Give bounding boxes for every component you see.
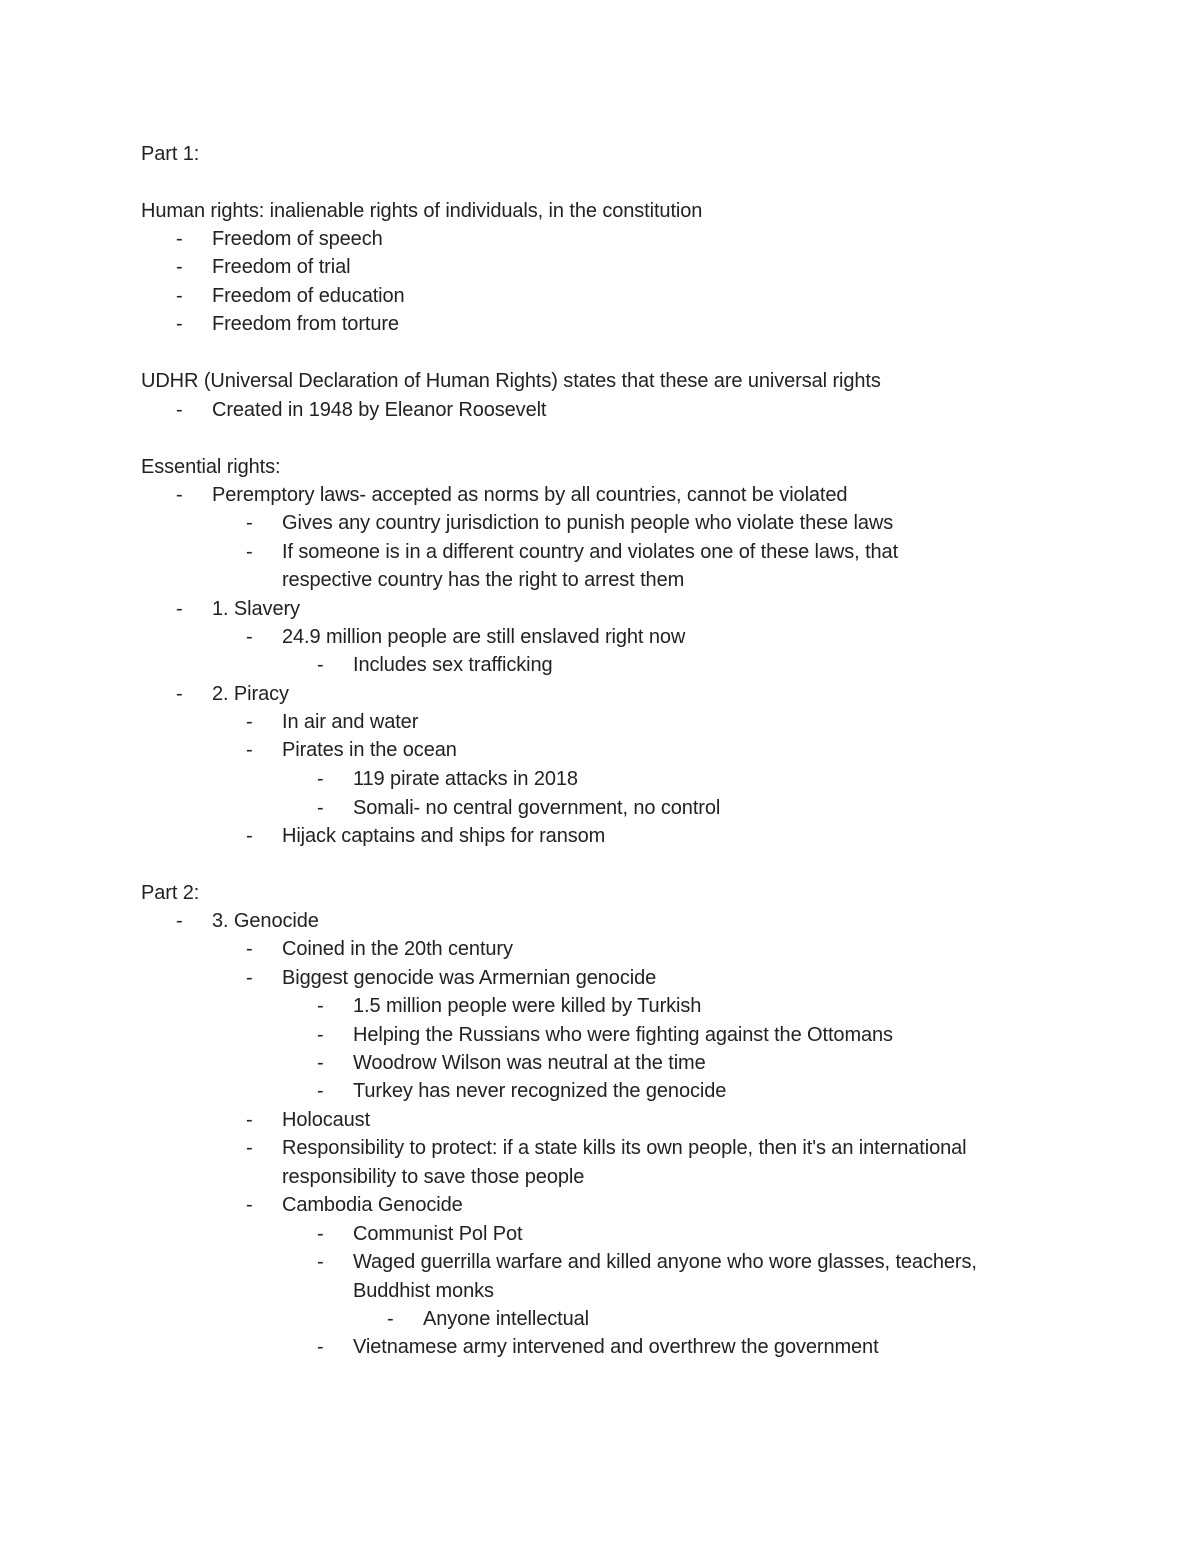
line-text: Freedom from torture	[212, 313, 399, 335]
bullet-dash: -	[317, 654, 324, 676]
line-text: responsibility to save those people	[282, 1166, 585, 1188]
list-item	[0, 1077, 1200, 1105]
list-item	[0, 1220, 1200, 1248]
list-item	[0, 225, 1200, 253]
bullet-dash: -	[246, 541, 253, 563]
list-item	[0, 680, 1200, 708]
bullet-dash: -	[176, 910, 183, 932]
line-text: Part 1:	[141, 143, 200, 165]
line-text: 24.9 million people are still enslaved right now	[282, 626, 686, 648]
bullet-dash: -	[317, 797, 324, 819]
line-text: If someone is in a different country and violates one of these laws, that	[282, 541, 899, 563]
bullet-dash: -	[246, 1109, 253, 1131]
list-item	[0, 1191, 1200, 1219]
bullet-dash: -	[246, 1137, 253, 1159]
list-item	[0, 907, 1200, 935]
bullet-dash: -	[317, 1024, 324, 1046]
list-item	[0, 253, 1200, 281]
bullet-dash: -	[246, 739, 253, 761]
line-text: Somali- no central government, no control	[353, 797, 721, 819]
bullet-dash: -	[317, 1052, 324, 1074]
bullet-dash: -	[176, 228, 183, 250]
line-text: In air and water	[282, 711, 419, 733]
line-text: Pirates in the ocean	[282, 739, 457, 761]
paragraph-line	[0, 453, 1200, 481]
bullet-dash: -	[246, 1194, 253, 1216]
line-text: Includes sex trafficking	[353, 654, 553, 676]
list-item	[0, 935, 1200, 963]
list-item	[0, 1021, 1200, 1049]
line-text: Vietnamese army intervened and overthrew the government	[353, 1336, 879, 1358]
bullet-dash: -	[246, 512, 253, 534]
bullet-dash: -	[176, 313, 183, 335]
line-text: Helping the Russians who were fighting against the Ottomans	[353, 1024, 893, 1046]
bullet-dash: -	[246, 967, 253, 989]
line-text: Biggest genocide was Armernian genocide	[282, 967, 657, 989]
list-item	[0, 736, 1200, 764]
bullet-dash: -	[246, 825, 253, 847]
line-text: respective country has the right to arrest them	[282, 569, 685, 591]
bullet-dash: -	[317, 1336, 324, 1358]
list-item	[0, 765, 1200, 793]
bullet-dash: -	[176, 285, 183, 307]
line-text: Freedom of speech	[212, 228, 383, 250]
bullet-dash: -	[176, 598, 183, 620]
line-text: Turkey has never recognized the genocide	[353, 1080, 727, 1102]
line-text: Created in 1948 by Eleanor Roosevelt	[212, 399, 547, 421]
list-item	[0, 595, 1200, 623]
line-text: Buddhist monks	[353, 1280, 494, 1302]
list-item	[0, 282, 1200, 310]
bullet-dash: -	[246, 626, 253, 648]
bullet-dash: -	[246, 711, 253, 733]
list-item	[0, 1134, 1200, 1162]
line-text: Holocaust	[282, 1109, 371, 1131]
list-item	[0, 1106, 1200, 1134]
list-item	[0, 964, 1200, 992]
list-item	[0, 509, 1200, 537]
list-item	[0, 1305, 1200, 1333]
list-item	[0, 651, 1200, 679]
bullet-dash: -	[317, 995, 324, 1017]
bullet-dash: -	[176, 484, 183, 506]
line-text: Hijack captains and ships for ransom	[282, 825, 606, 847]
paragraph-line	[0, 879, 1200, 907]
bullet-dash: -	[176, 399, 183, 421]
list-item-continuation	[0, 1277, 1200, 1305]
list-item	[0, 1333, 1200, 1361]
line-text: 119 pirate attacks in 2018	[353, 768, 578, 790]
list-item	[0, 538, 1200, 566]
line-text: Waged guerrilla warfare and killed anyone who wore glasses, teachers,	[353, 1251, 977, 1273]
bullet-dash: -	[176, 256, 183, 278]
line-text: Peremptory laws- accepted as norms by all countries, cannot be violated	[212, 484, 848, 506]
line-text: 1. Slavery	[212, 598, 300, 620]
line-text: Human rights: inalienable rights of individuals, in the constitution	[141, 200, 703, 222]
line-text: 2. Piracy	[212, 683, 289, 705]
line-text: Anyone intellectual	[423, 1308, 589, 1330]
bullet-dash: -	[317, 1223, 324, 1245]
paragraph-line	[0, 140, 1200, 168]
list-item-continuation	[0, 566, 1200, 594]
list-item	[0, 992, 1200, 1020]
line-text: Coined in the 20th century	[282, 938, 513, 960]
line-text: UDHR (Universal Declaration of Human Rights) states that these are universal rights	[141, 370, 881, 392]
line-text: Freedom of education	[212, 285, 405, 307]
list-item	[0, 310, 1200, 338]
list-item	[0, 708, 1200, 736]
bullet-dash: -	[176, 683, 183, 705]
line-text: 3. Genocide	[212, 910, 319, 932]
list-item	[0, 822, 1200, 850]
line-text: Essential rights:	[141, 456, 281, 478]
line-text: Communist Pol Pot	[353, 1223, 523, 1245]
list-item	[0, 481, 1200, 509]
line-text: Responsibility to protect: if a state kills its own people, then it's an international	[282, 1137, 967, 1159]
bullet-dash: -	[317, 768, 324, 790]
line-text: Part 2:	[141, 882, 200, 904]
list-item	[0, 623, 1200, 651]
paragraph-line	[0, 367, 1200, 395]
line-text: 1.5 million people were killed by Turkish	[353, 995, 702, 1017]
list-item-continuation	[0, 1163, 1200, 1191]
line-text: Cambodia Genocide	[282, 1194, 463, 1216]
list-item	[0, 1248, 1200, 1276]
list-item	[0, 794, 1200, 822]
line-text: Woodrow Wilson was neutral at the time	[353, 1052, 706, 1074]
bullet-dash: -	[317, 1080, 324, 1102]
list-item	[0, 1049, 1200, 1077]
paragraph-line	[0, 197, 1200, 225]
line-text: Freedom of trial	[212, 256, 351, 278]
bullet-dash: -	[246, 938, 253, 960]
bullet-dash: -	[317, 1251, 324, 1273]
list-item	[0, 396, 1200, 424]
bullet-dash: -	[387, 1308, 394, 1330]
line-text: Gives any country jurisdiction to punish people who violate these laws	[282, 512, 894, 534]
